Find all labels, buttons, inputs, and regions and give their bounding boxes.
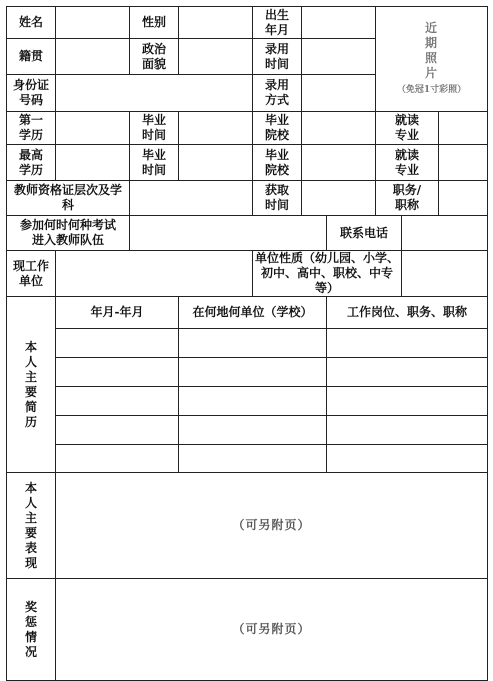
resume-row-1-position[interactable] (327, 329, 488, 358)
resume-row-3-unit[interactable] (179, 387, 327, 416)
performance-label: 本 人 主 要 表 现 (7, 473, 56, 579)
resume-row-4-period[interactable] (56, 416, 179, 445)
hire-time-field[interactable] (302, 39, 376, 75)
performance-field[interactable] (56, 473, 488, 579)
id-label: 身份证 号码 (7, 75, 56, 112)
unit-nature-field[interactable] (402, 251, 488, 297)
exam-join-field[interactable] (130, 216, 327, 251)
edu-first-major-field[interactable] (439, 112, 488, 145)
edu-highest-label: 最高 学历 (7, 145, 56, 181)
exam-join-label: 参加何时何种考试 进入教师队伍 (7, 216, 130, 251)
resume-col-period: 年月-年月 (56, 297, 179, 329)
hire-method-label: 录用 方式 (253, 75, 302, 112)
edu-first-grad-time-label: 毕业 时间 (130, 112, 179, 145)
obtain-time-label: 获取 时间 (253, 181, 302, 216)
resume-row-1-unit[interactable] (179, 329, 327, 358)
edu-first-label: 第一 学历 (7, 112, 56, 145)
awards-hint: （可另附页） (232, 622, 311, 636)
edu-highest-school-field[interactable] (302, 145, 376, 181)
name-field[interactable] (56, 7, 130, 39)
resume-row-2-period[interactable] (56, 358, 179, 387)
performance-hint: （可另附页） (232, 518, 311, 532)
edu-highest-grad-time-label: 毕业 时间 (130, 145, 179, 181)
native-label: 籍贯 (7, 39, 56, 75)
cur-unit-field[interactable] (56, 251, 253, 297)
edu-first-major-label: 就读 专业 (376, 112, 439, 145)
edu-highest-major-label: 就读 专业 (376, 145, 439, 181)
resume-row-3-position[interactable] (327, 387, 488, 416)
gender-field[interactable] (179, 7, 253, 39)
edu-first-school-label: 毕业 院校 (253, 112, 302, 145)
awards-label: 奖 惩 情 况 (7, 579, 56, 681)
photo-note: （免冠1寸彩照） (396, 84, 467, 95)
politics-field[interactable] (179, 39, 253, 75)
phone-label: 联系电话 (327, 216, 402, 251)
teacher-cert-label: 教师资格证层次及学科 (7, 181, 130, 216)
photo-box[interactable]: 近 期 照 片 （免冠1寸彩照） (376, 7, 488, 112)
birth-field[interactable] (302, 7, 376, 39)
birth-label: 出生 年月 (253, 7, 302, 39)
title-label: 职务/ 职称 (376, 181, 439, 216)
name-label: 姓名 (7, 7, 56, 39)
obtain-time-field[interactable] (302, 181, 376, 216)
resume-col-position: 工作岗位、职务、职称 (327, 297, 488, 329)
edu-highest-school-label: 毕业 院校 (253, 145, 302, 181)
teacher-info-form (6, 6, 488, 681)
resume-label: 本 人 主 要 简 历 (7, 297, 56, 473)
unit-nature-label: 单位性质（幼儿园、小学、 初中、高中、职校、中专等） (253, 251, 402, 297)
resume-row-2-unit[interactable] (179, 358, 327, 387)
resume-row-5-unit[interactable] (179, 445, 327, 473)
resume-row-4-unit[interactable] (179, 416, 327, 445)
gender-label: 性别 (130, 7, 179, 39)
resume-row-3-period[interactable] (56, 387, 179, 416)
resume-row-4-position[interactable] (327, 416, 488, 445)
cur-unit-label: 现工作 单位 (7, 251, 56, 297)
hire-time-label: 录用 时间 (253, 39, 302, 75)
resume-row-2-position[interactable] (327, 358, 488, 387)
edu-highest-major-field[interactable] (439, 145, 488, 181)
resume-row-5-position[interactable] (327, 445, 488, 473)
edu-highest-field[interactable] (56, 145, 130, 181)
resume-row-1-period[interactable] (56, 329, 179, 358)
phone-field[interactable] (402, 216, 488, 251)
politics-label: 政治 面貌 (130, 39, 179, 75)
edu-first-field[interactable] (56, 112, 130, 145)
resume-col-unit: 在何地何单位（学校） (179, 297, 327, 329)
id-field[interactable] (56, 75, 253, 112)
edu-first-school-field[interactable] (302, 112, 376, 145)
awards-field[interactable] (56, 579, 488, 681)
native-field[interactable] (56, 39, 130, 75)
edu-first-grad-time-field[interactable] (179, 112, 253, 145)
hire-method-field[interactable] (302, 75, 376, 112)
edu-highest-grad-time-field[interactable] (179, 145, 253, 181)
resume-row-5-period[interactable] (56, 445, 179, 473)
title-field[interactable] (439, 181, 488, 216)
teacher-cert-field[interactable] (130, 181, 253, 216)
